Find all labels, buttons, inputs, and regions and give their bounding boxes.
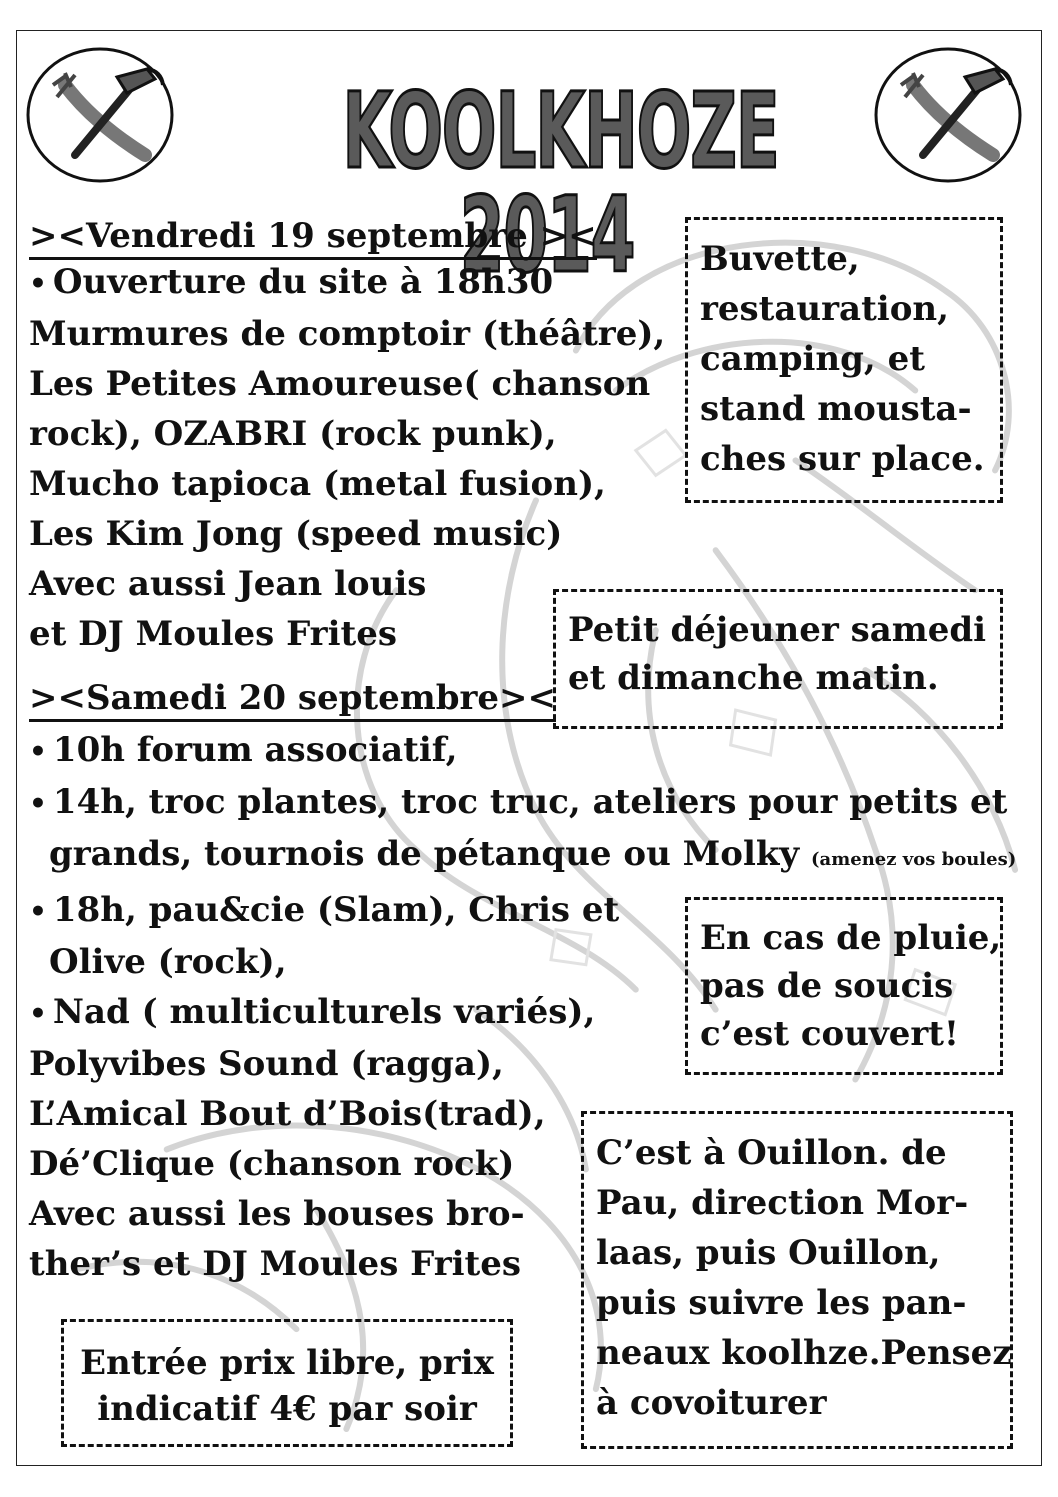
friday-line: Les Petites Amoureuse( chanson [29, 364, 651, 404]
saturday-line: • 10h forum associatif, [29, 725, 1016, 777]
box-line: à covoiturer [596, 1383, 827, 1423]
dejeuner-box [553, 589, 1003, 729]
saturday-line: ther’s et DJ Moules Frites [29, 1244, 522, 1284]
saturday-line-text: grands, tournois de pétanque ou Molky [49, 834, 800, 874]
friday-line: • Ouverture du site à 18h30 [29, 257, 665, 309]
saturday-line: L’Amical Bout d’Bois(trad), [29, 1094, 546, 1134]
saturday-line: Dé’Clique (chanson rock) [29, 1144, 515, 1184]
acces-box [581, 1111, 1013, 1449]
box-line: Petit déjeuner samedi [568, 610, 987, 650]
friday-line: rock), OZABRI (rock punk), [29, 414, 557, 454]
box-line: pas de soucis [700, 966, 954, 1006]
saturday-line [29, 829, 1016, 885]
molky-note: (amenez vos boules) [811, 849, 1017, 870]
friday-line: et DJ Moules Frites [29, 614, 397, 654]
box-line: neaux koolhze.Pensez [596, 1333, 1012, 1373]
friday-line: Les Kim Jong (speed music) [29, 514, 563, 554]
saturday-line: • 18h, pau&cie (Slam), Chris et [29, 885, 1016, 937]
saturday-line: Polyvibes Sound (ragga), [29, 1044, 504, 1084]
box-line: puis suivre les pan- [596, 1283, 967, 1323]
buvette-box [685, 217, 1003, 503]
saturday-line: • Nad ( multiculturels variés), [29, 987, 1016, 1039]
logo-right [873, 45, 1023, 185]
box-line: Pau, direction Mor- [596, 1183, 969, 1223]
box-line: c’est couvert! [700, 1014, 959, 1054]
box-line: Entrée prix libre, prix [80, 1343, 494, 1383]
box-line: Buvette, [700, 239, 860, 279]
logo-left [25, 45, 175, 185]
hammer-and-carrot-icon [25, 45, 175, 185]
saturday-line: • 14h, troc plantes, troc truc, ateliers pour petits et [29, 777, 1016, 829]
box-line: camping, et [700, 339, 925, 379]
friday-line: Avec aussi Jean louis [29, 564, 427, 604]
box-line: restauration, [700, 289, 949, 329]
box-line: ches sur place. [700, 439, 985, 479]
friday-line: Mucho tapioca (metal fusion), [29, 464, 606, 504]
poster-frame [16, 30, 1042, 1466]
box-line: stand mousta- [700, 389, 972, 429]
box-line: indicatif 4€ par soir [97, 1389, 477, 1429]
hammer-and-carrot-icon [873, 45, 1023, 185]
friday-heading: ><Vendredi 19 septembre >< [29, 219, 597, 260]
saturday-line: Avec aussi les bouses bro- [29, 1194, 525, 1234]
poster-title: KOOLKHOZE 2014 [342, 70, 779, 296]
pluie-box [685, 897, 1003, 1075]
saturday-line: Olive (rock), [49, 942, 287, 982]
friday-line: Murmures de comptoir (théâtre), [29, 314, 666, 354]
entree-box [61, 1319, 513, 1447]
box-line: C’est à Ouillon. de [596, 1133, 947, 1173]
box-line: laas, puis Ouillon, [596, 1233, 941, 1273]
saturday-heading: ><Samedi 20 septembre>< [29, 681, 556, 722]
box-line: et dimanche matin. [568, 658, 939, 698]
box-line: En cas de pluie, [700, 918, 1002, 958]
